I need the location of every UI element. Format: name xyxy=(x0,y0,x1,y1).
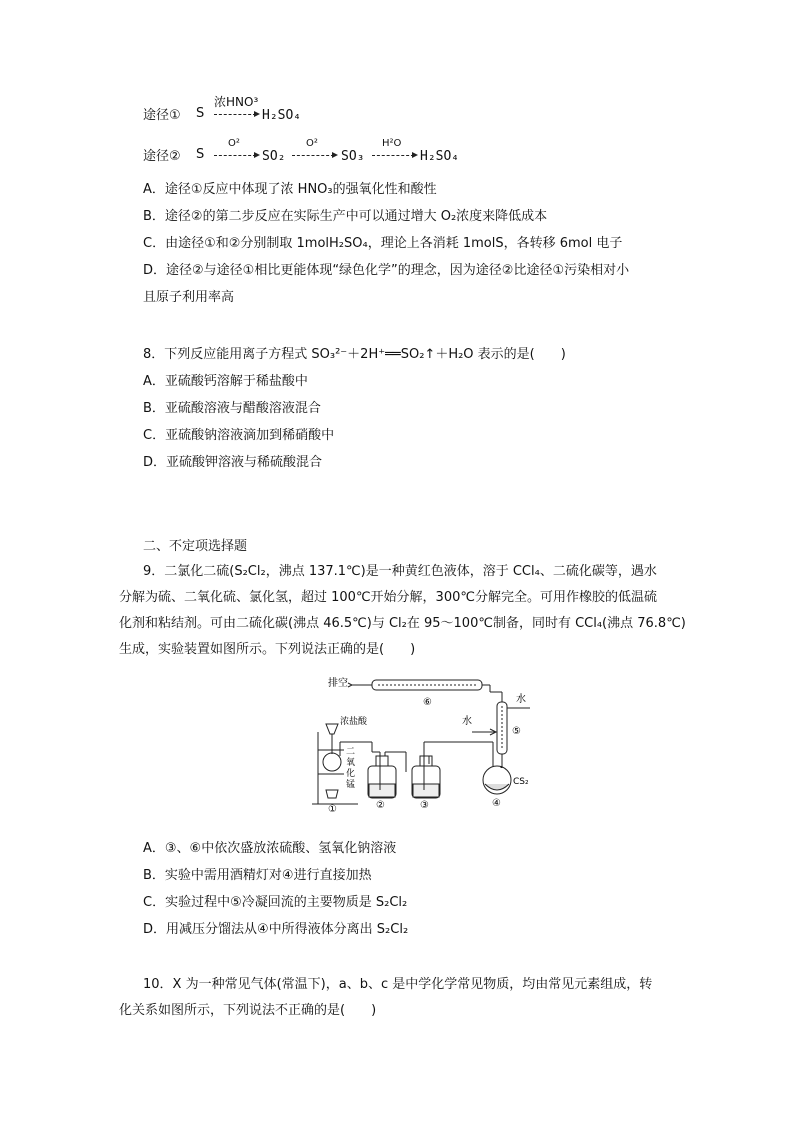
q10-stem-line-1: 10．X 为一种常见气体(常温下)，a、b、c 是中学化学常见物质，均由常见元素组成，转 xyxy=(143,977,653,992)
mno2-char-3: 化 xyxy=(346,769,356,779)
route-2-product-1: SO₂ xyxy=(262,149,286,164)
mno2-char-1: 二 xyxy=(346,747,356,757)
flask-4 xyxy=(483,752,511,794)
apparatus-figure xyxy=(312,672,542,812)
q8-option-a: A．亚硫酸钙溶解于稀盐酸中 xyxy=(143,374,308,389)
q8-stem: 8．下列反应能用离子方程式 SO₃²⁻＋2H⁺══SO₂↑＋H₂O 表示的是( ) xyxy=(143,347,566,362)
vent-label: 排空 xyxy=(328,678,348,689)
q7-option-a: A．途径①反应中体现了浓 HNO₃的强氧化性和酸性 xyxy=(143,182,437,197)
q9-stem-line-2: 分解为硫、二氧化硫、氯化氢，超过 100℃开始分解，300℃分解完全。可用作橡胶的低温硫 xyxy=(119,590,657,605)
route-1-reagent: 浓HNO³ xyxy=(214,95,259,109)
q9-option-c: C．实验过程中⑤冷凝回流的主要物质是 S₂Cl₂ xyxy=(143,895,408,910)
q8-option-d: D．亚硫酸钾溶液与稀硫酸混合 xyxy=(143,455,323,470)
route-2-product-2: SO₃ xyxy=(341,149,365,164)
q9-stem-line-3: 化剂和粘结剂。可由二硫化碳(沸点 46.5℃)与 Cl₂在 95～100℃制备，同时有 CCl₄(沸点 76.8℃) xyxy=(119,616,686,631)
route-2-arrow-2 xyxy=(292,155,334,156)
route-1-arrow xyxy=(214,114,256,115)
cs2-label: CS₂ xyxy=(513,777,529,787)
q7-option-c: C．由途径①和②分别制取 1molH₂SO₄，理论上各消耗 1molS，各转移 6mol 电子 xyxy=(143,236,623,251)
route-2-sulfur: S xyxy=(196,147,205,162)
q9-option-d: D．用减压分馏法从④中所得液体分离出 S₂Cl₂ xyxy=(143,922,409,937)
route-1 xyxy=(143,104,181,123)
route-2-reagent-3: H²O xyxy=(382,138,402,149)
section-heading: 二、不定项选择题 xyxy=(143,539,248,554)
q9-option-b: B．实验中需用酒精灯对④进行直接加热 xyxy=(143,868,372,883)
q9-stem-line-1: 9．二氯化二硫(S₂Cl₂，沸点 137.1℃)是一种黄红色液体，溶于 CCl₄、二硫化碳等，遇水 xyxy=(143,564,657,579)
route-1-product: H₂SO₄ xyxy=(262,108,302,123)
route-2-product-3: H₂SO₄ xyxy=(420,149,460,164)
label-6: ⑥ xyxy=(423,697,432,708)
route-1-sulfur: S xyxy=(196,106,205,121)
label-3: ③ xyxy=(420,800,429,811)
q9-option-a: A．③、⑥中依次盛放浓硫酸、氢氧化钠溶液 xyxy=(143,841,397,856)
q7-option-b: B．途径②的第二步反应在实际生产中可以通过增大 O₂浓度来降低成本 xyxy=(143,209,548,224)
hcl-label: 浓盐酸 xyxy=(340,717,368,727)
mno2-char-4: 锰 xyxy=(346,780,356,790)
bottle-3 xyxy=(412,742,493,798)
label-4: ④ xyxy=(492,798,501,809)
mno2-char-2: 氧 xyxy=(346,758,356,768)
q7-option-d-cont: 且原子利用率高 xyxy=(143,290,235,305)
route-2-reagent-1: O² xyxy=(228,138,240,149)
route-2-reagent-2: O² xyxy=(306,138,318,149)
water-out-label: 水 xyxy=(516,694,526,705)
condenser-6 xyxy=(352,680,490,692)
label-1: ① xyxy=(328,804,337,812)
route-2-arrow-1 xyxy=(214,155,256,156)
q10-stem-line-2: 化关系如图所示，下列说法不正确的是( ) xyxy=(119,1003,377,1018)
q8-option-c: C．亚硫酸钠溶液滴加到稀硝酸中 xyxy=(143,428,335,443)
route-2-label: 途径② xyxy=(143,149,181,164)
q8-option-b: B．亚硫酸溶液与醋酸溶液混合 xyxy=(143,401,321,416)
route-2-arrow-3 xyxy=(372,155,414,156)
route-1-label: 途径① xyxy=(143,108,181,123)
label-5: ⑤ xyxy=(512,726,521,737)
q7-option-d: D．途径②与途径①相比更能体现“绿色化学”的理念，因为途径②比途径①污染相对小 xyxy=(143,263,630,278)
q9-stem-line-4: 生成，实验装置如图所示。下列说法正确的是( ) xyxy=(119,642,416,657)
water-in-label: 水 xyxy=(462,716,472,727)
label-2: ② xyxy=(376,800,385,811)
